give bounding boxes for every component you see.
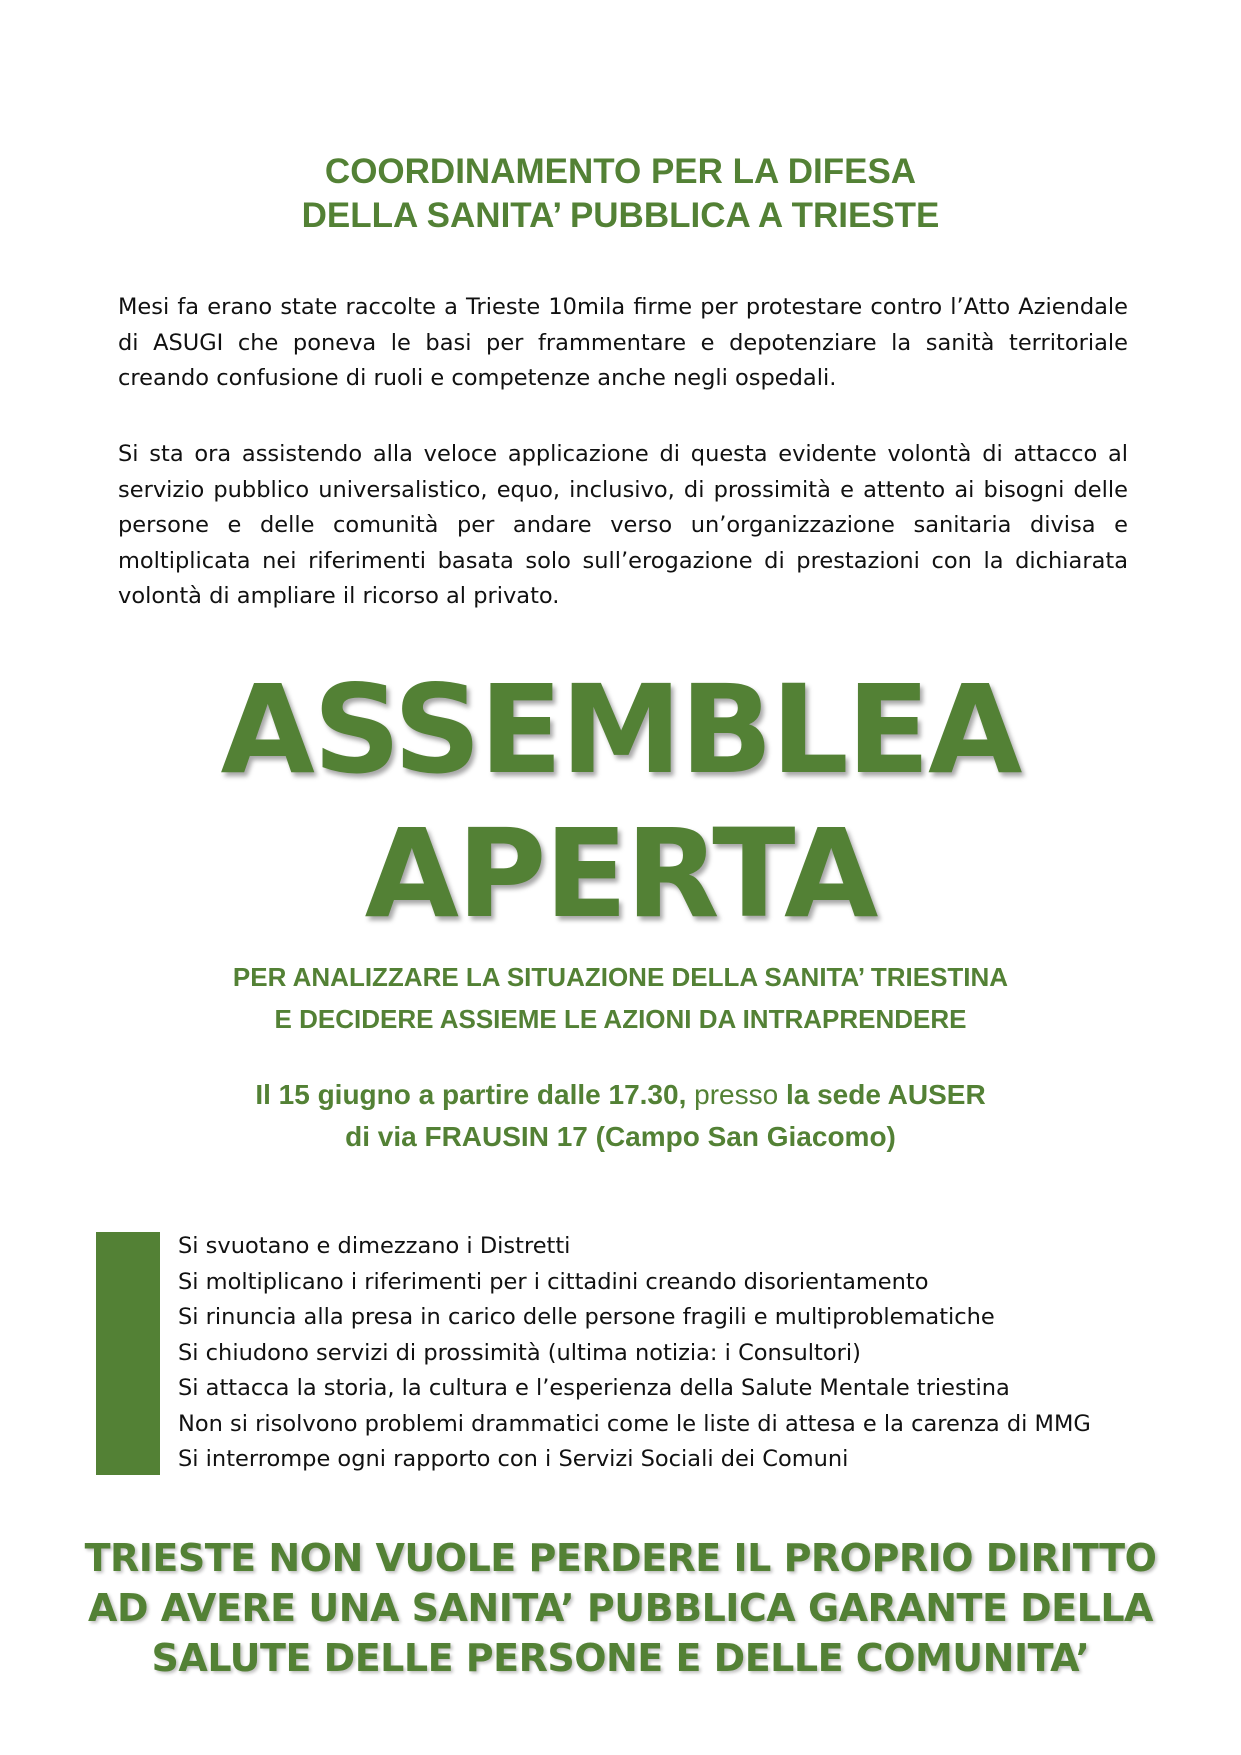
closing-line-3: SALUTE DELLE PERSONE E DELLE COMUNITA’ — [151, 1636, 1090, 1680]
list-item: Si rinuncia alla presa in carico delle persone fragili e multiproblematiche — [178, 1304, 995, 1330]
context-paragraph: Si sta ora assistendo alla veloce applicazione di questa evidente volontà di attacco al servizio pubblico universalistico, equo, inclusivo, di prossimità e attento ai bisogni delle persone e delle comunità per andare verso un’organizzazione sanitaria divisa e moltiplicata nei riferimenti basata solo sull’erogazione di prestazioni con la dichiarata volontà di ampliare il ricorso al privato. — [118, 441, 1128, 609]
closing-line-1: TRIESTE NON VUOLE PERDERE IL PROPRIO DIRITTO — [84, 1536, 1157, 1580]
main-title-line-1: ASSEMBLEA — [220, 659, 1021, 801]
event-details — [0, 1074, 1241, 1158]
intro-paragraph: Mesi fa erano state raccolte a Trieste 10mila firme per protestare contro l’Atto Aziendale di ASUGI che poneva le basi per frammentare e depotenziare la sanità territoriale creando confusione di ruoli e competenze anche negli ospedali. — [118, 294, 1128, 391]
subtitle-line-1: PER ANALIZZARE LA SITUAZIONE DELLA SANITA’ TRIESTINA — [232, 962, 1009, 992]
event-presso: presso — [694, 1079, 779, 1110]
main-title — [0, 658, 1241, 946]
event-line-2 — [0, 1116, 1241, 1158]
bullet-accent-bar — [96, 1232, 160, 1475]
closing-line-2: AD AVERE UNA SANITA’ PUBBLICA GARANTE DELLA — [88, 1586, 1153, 1630]
event-address: di via FRAUSIN 17 (Campo San Giacomo) — [345, 1121, 896, 1152]
list-item: Si chiudono servizi di prossimità (ultima notizia: i Consultori) — [178, 1339, 861, 1366]
subtitle — [0, 956, 1241, 1040]
list-item: Non si risolvono problemi drammatici come le liste di attesa e la carenza di MMG — [178, 1410, 1091, 1437]
issues-list — [178, 1229, 1178, 1478]
list-item: Si attacca la storia, la cultura e l’esperienza della Salute Mentale triestina — [178, 1375, 1010, 1401]
event-line-1 — [0, 1074, 1241, 1116]
closing-statement — [0, 1533, 1241, 1683]
event-venue: la sede AUSER — [785, 1079, 986, 1110]
main-title-line-2: APERTA — [364, 803, 877, 945]
list-item: Si interrompe ogni rapporto con i Servizi Sociali dei Comuni — [178, 1446, 849, 1472]
list-item: Si svuotano e dimezzano i Distretti — [178, 1233, 571, 1259]
header-line-1: COORDINAMENTO PER LA DIFESA — [324, 152, 917, 191]
page-header — [0, 150, 1241, 238]
subtitle-line-2: E DECIDERE ASSIEME LE AZIONI DA INTRAPRENDERE — [274, 1004, 967, 1034]
list-item: Si moltiplicano i riferimenti per i cittadini creando disorientamento — [178, 1268, 929, 1295]
event-date-time: Il 15 giugno a partire dalle 17.30, — [255, 1079, 687, 1110]
header-line-2: DELLA SANITA’ PUBBLICA A TRIESTE — [301, 196, 940, 235]
